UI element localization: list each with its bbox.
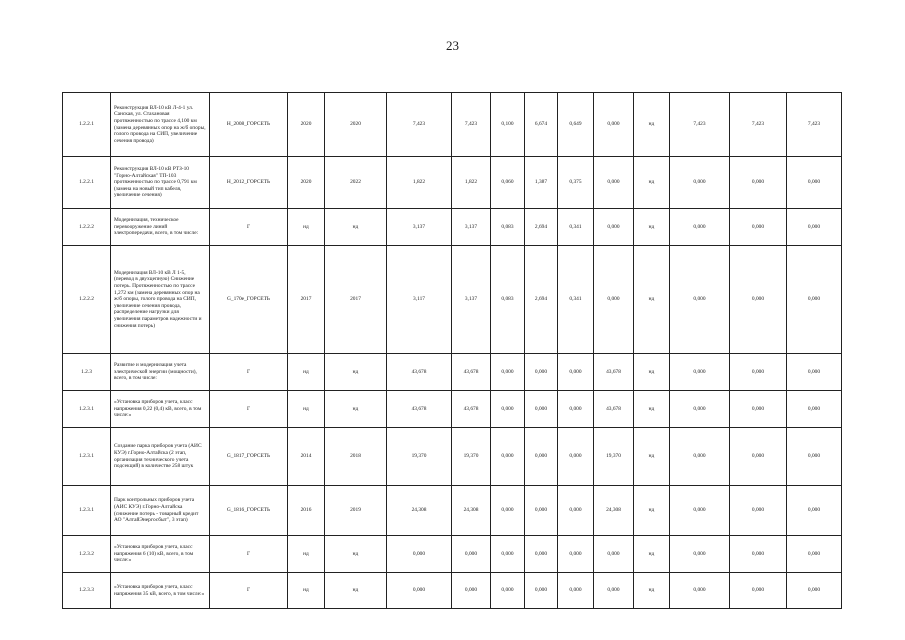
table-cell-code: Н_2012_ГОРСЕТЬ — [210, 157, 288, 209]
table-cell-code: Н_2008_ГОРСЕТЬ — [210, 93, 288, 157]
table-cell-v2: 24,308 — [452, 486, 491, 536]
table-cell-v8: 0,000 — [730, 486, 787, 536]
table-cell-v1: 3,137 — [387, 209, 452, 246]
table-cell-y2: нд — [325, 354, 387, 391]
table-cell-num: 1.2.3.1 — [63, 391, 111, 428]
table-cell-num: 1.2.2.1 — [63, 93, 111, 157]
table-cell-v6: 43,678 — [594, 354, 634, 391]
table-cell-desc: Реконструкция ВЛ-10 кВ Л-4-1 ул. Санская, ул. Стахановая протяженностью по трассе 4,100 км (замена деревянных опор на ж/б опоры, голого провода на СИП, увеличение сечения провода) — [111, 93, 210, 157]
table-cell-v6: 24,308 — [594, 486, 634, 536]
table-cell-num: 1.2.2.2 — [63, 246, 111, 354]
table-cell-v5: 0,000 — [558, 391, 594, 428]
table-cell-v9: 0,000 — [787, 536, 842, 573]
table-cell-y2: 2018 — [325, 428, 387, 486]
table-cell-v3: 0,083 — [491, 209, 525, 246]
table-cell-v9: 0,000 — [787, 391, 842, 428]
table-cell-v6: 19,370 — [594, 428, 634, 486]
table-cell-y1: 2016 — [288, 486, 325, 536]
table-cell-y1: нд — [288, 536, 325, 573]
table-cell-v4: 0,000 — [525, 428, 558, 486]
table-cell-code: G_1816_ГОРСЕТЬ — [210, 486, 288, 536]
table-cell-v5: 0,000 — [558, 573, 594, 609]
table-cell-v7: 0,000 — [670, 209, 730, 246]
table-cell-v1: 7,423 — [387, 93, 452, 157]
table-cell-v4: 1,387 — [525, 157, 558, 209]
table-cell-v4: 0,000 — [525, 573, 558, 609]
table-cell-v5: 0,000 — [558, 536, 594, 573]
table-cell-v2: 3,137 — [452, 246, 491, 354]
table-cell-na: нд — [634, 486, 670, 536]
table-cell-v1: 0,000 — [387, 573, 452, 609]
table-cell-na: нд — [634, 391, 670, 428]
table-cell-v8: 0,000 — [730, 354, 787, 391]
table-cell-desc: «Установка приборов учета, класс напряжения 35 кВ, всего, в том числе:» — [111, 573, 210, 609]
table-cell-v4: 0,000 — [525, 391, 558, 428]
table-cell-y1: 2020 — [288, 93, 325, 157]
table-cell-v5: 0,000 — [558, 354, 594, 391]
table-cell-code: Г — [210, 209, 288, 246]
table-cell-desc: «Установка приборов учета, класс напряжения 0,22 (0,4) кВ, всего, в том числе:» — [111, 391, 210, 428]
table-cell-v4: 0,000 — [525, 354, 558, 391]
table-cell-na: нд — [634, 354, 670, 391]
table-cell-v5: 0,341 — [558, 246, 594, 354]
table-cell-y1: нд — [288, 391, 325, 428]
table-cell-v2: 19,370 — [452, 428, 491, 486]
table-cell-v7: 0,000 — [670, 354, 730, 391]
table-cell-v9: 0,000 — [787, 246, 842, 354]
table-cell-v6: 0,000 — [594, 536, 634, 573]
table-cell-v1: 43,678 — [387, 391, 452, 428]
table-cell-code: Г — [210, 573, 288, 609]
table-cell-y2: нд — [325, 573, 387, 609]
table-cell-v3: 0,100 — [491, 93, 525, 157]
table-cell-y2: 2019 — [325, 486, 387, 536]
table-cell-v9: 0,000 — [787, 157, 842, 209]
table-cell-v4: 0,000 — [525, 486, 558, 536]
table-cell-v1: 3,117 — [387, 246, 452, 354]
table-cell-desc: Парк контрольных приборов учета (АИС КУЭ) г.Горно-Алтайска (снижение потерь - товарный кредит АО "АлтайЭнергосбыт", 3 этап) — [111, 486, 210, 536]
table-cell-y2: 2022 — [325, 157, 387, 209]
table-cell-num: 1.2.2.1 — [63, 157, 111, 209]
table-cell-na: нд — [634, 573, 670, 609]
table-cell-v9: 0,000 — [787, 573, 842, 609]
table-cell-desc: Модернизация, техническое перевооружение линий электропередачи, всего, в том числе: — [111, 209, 210, 246]
table-cell-num: 1.2.3.2 — [63, 536, 111, 573]
table-cell-code: Г — [210, 391, 288, 428]
table-cell-v8: 0,000 — [730, 428, 787, 486]
table-cell-v1: 43,678 — [387, 354, 452, 391]
table-cell-v6: 0,000 — [594, 246, 634, 354]
table-cell-v4: 2,694 — [525, 246, 558, 354]
table-cell-v2: 43,678 — [452, 391, 491, 428]
table-cell-y1: нд — [288, 573, 325, 609]
table-cell-v7: 7,423 — [670, 93, 730, 157]
table-cell-v3: 0,060 — [491, 157, 525, 209]
table-row — [63, 573, 842, 609]
table-cell-v5: 0,375 — [558, 157, 594, 209]
table-cell-desc: «Установка приборов учета, класс напряжения 6 (10) кВ, всего, в том числе:» — [111, 536, 210, 573]
table-row — [63, 246, 842, 354]
table-cell-na: нд — [634, 209, 670, 246]
table-cell-y1: 2014 — [288, 428, 325, 486]
table-cell-v1: 1,822 — [387, 157, 452, 209]
table-cell-v4: 6,674 — [525, 93, 558, 157]
table-cell-v7: 0,000 — [670, 536, 730, 573]
table-cell-v5: 0,000 — [558, 486, 594, 536]
table-cell-na: нд — [634, 93, 670, 157]
table-cell-y2: нд — [325, 209, 387, 246]
table-cell-v9: 0,000 — [787, 428, 842, 486]
table-cell-num: 1.2.3.1 — [63, 486, 111, 536]
table-cell-v5: 0,341 — [558, 209, 594, 246]
table-row — [63, 391, 842, 428]
table-cell-v9: 0,000 — [787, 486, 842, 536]
table-cell-v6: 0,000 — [594, 157, 634, 209]
table-cell-v3: 0,000 — [491, 486, 525, 536]
table-cell-v4: 2,694 — [525, 209, 558, 246]
table-cell-v8: 0,000 — [730, 246, 787, 354]
table-cell-v2: 1,822 — [452, 157, 491, 209]
table-cell-num: 1.2.3.3 — [63, 573, 111, 609]
table-cell-v8: 0,000 — [730, 157, 787, 209]
table-cell-v2: 0,000 — [452, 536, 491, 573]
table-cell-v7: 0,000 — [670, 391, 730, 428]
table-cell-v8: 0,000 — [730, 391, 787, 428]
table-cell-code: Г — [210, 354, 288, 391]
table-cell-num: 1.2.3 — [63, 354, 111, 391]
table-cell-v7: 0,000 — [670, 573, 730, 609]
table-cell-desc: Развитие и модернизация учета электрической энергии (мощности), всего, в том числе: — [111, 354, 210, 391]
table-cell-v8: 0,000 — [730, 536, 787, 573]
table-cell-y2: нд — [325, 536, 387, 573]
table-cell-v4: 0,000 — [525, 536, 558, 573]
table-cell-v9: 0,000 — [787, 354, 842, 391]
table-cell-v2: 7,423 — [452, 93, 491, 157]
table-cell-num: 1.2.3.1 — [63, 428, 111, 486]
table-cell-v6: 43,678 — [594, 391, 634, 428]
table-cell-code: G_1817_ГОРСЕТЬ — [210, 428, 288, 486]
table-cell-v5: 0,649 — [558, 93, 594, 157]
table-cell-code: Г — [210, 536, 288, 573]
table-row — [63, 354, 842, 391]
table-cell-v7: 0,000 — [670, 157, 730, 209]
table-cell-y1: 2017 — [288, 246, 325, 354]
table-cell-v6: 0,000 — [594, 93, 634, 157]
table-cell-v8: 7,423 — [730, 93, 787, 157]
table-cell-y2: нд — [325, 391, 387, 428]
table-cell-v1: 0,000 — [387, 536, 452, 573]
table-row — [63, 486, 842, 536]
table-row — [63, 428, 842, 486]
table-cell-y1: нд — [288, 354, 325, 391]
table-cell-y1: 2020 — [288, 157, 325, 209]
table-cell-na: нд — [634, 246, 670, 354]
table-cell-v6: 0,000 — [594, 573, 634, 609]
table-cell-v7: 0,000 — [670, 428, 730, 486]
table-cell-v2: 3,137 — [452, 209, 491, 246]
table-row — [63, 536, 842, 573]
page-number: 23 — [446, 38, 459, 53]
table-cell-v3: 0,000 — [491, 573, 525, 609]
table-row — [63, 157, 842, 209]
table-cell-na: нд — [634, 536, 670, 573]
table-cell-y2: 2020 — [325, 93, 387, 157]
table-cell-num: 1.2.2.2 — [63, 209, 111, 246]
table-cell-v3: 0,083 — [491, 246, 525, 354]
table-cell-na: нд — [634, 428, 670, 486]
table-cell-v2: 43,678 — [452, 354, 491, 391]
table-cell-y2: 2017 — [325, 246, 387, 354]
investment-table — [62, 92, 842, 609]
table-cell-v7: 0,000 — [670, 246, 730, 354]
table-cell-na: нд — [634, 157, 670, 209]
table-cell-v8: 0,000 — [730, 209, 787, 246]
table-cell-v6: 0,000 — [594, 209, 634, 246]
table-cell-v8: 0,000 — [730, 573, 787, 609]
table-cell-v1: 19,370 — [387, 428, 452, 486]
table-cell-desc: Создание парка приборов учета (АИС КУЭ) г.Горно-Алтайска (2 этап, организация технического учета подсекций) в количестве 258 штук — [111, 428, 210, 486]
table-cell-v2: 0,000 — [452, 573, 491, 609]
table-cell-desc: Реконструкция ВЛ-10 кВ РТЗ-10 "Горно-Алтайская" ТП-103 протяженностью по трассе 0,791 км (замена на новый тип кабеля, увеличение сечения) — [111, 157, 210, 209]
table-row — [63, 209, 842, 246]
table-row — [63, 93, 842, 157]
table-cell-v3: 0,000 — [491, 536, 525, 573]
table-cell-y1: нд — [288, 209, 325, 246]
table-cell-v3: 0,000 — [491, 354, 525, 391]
table-cell-v3: 0,000 — [491, 428, 525, 486]
table-cell-v9: 7,423 — [787, 93, 842, 157]
table-cell-v1: 24,308 — [387, 486, 452, 536]
table-cell-desc: Модернизация ВЛ-10 кВ Л 1-5, (перевод в двухцепную) Снижение потерь. Протяженностью по трассе 1,272 км (замена деревянных опор на ж/б опоры, голого провода на СИП, увеличение сечения провода, распределение нагрузки для увеличения параметров надежности и снижения потерь) — [111, 246, 210, 354]
table-cell-v7: 0,000 — [670, 486, 730, 536]
table-cell-v5: 0,000 — [558, 428, 594, 486]
table-cell-code: G_170е_ГОРСЕТЬ — [210, 246, 288, 354]
table-cell-v9: 0,000 — [787, 209, 842, 246]
table-cell-v3: 0,000 — [491, 391, 525, 428]
